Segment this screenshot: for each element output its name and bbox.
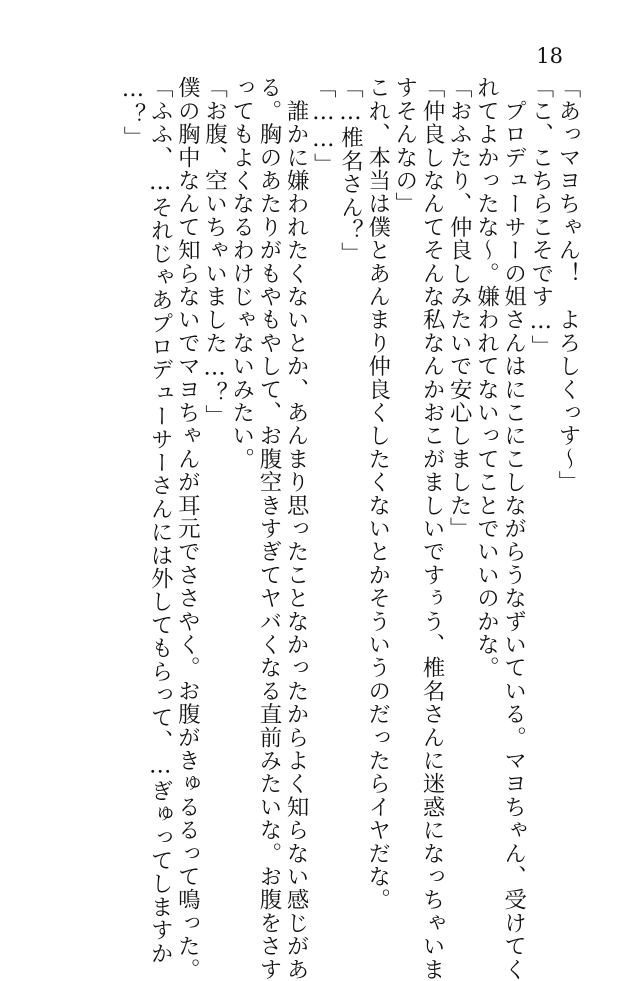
text-line: 「ふふ、…それじゃあプロデューサーさんには外してもらって、…ぎゅってしますか <box>147 76 174 965</box>
text-line: 「あっマヨちゃん！ よろしくっす〜」 <box>555 76 581 494</box>
text-line: ってもよくなるわけじゃないみたい。 <box>228 76 255 471</box>
text-line: れてよかったな〜。嫌われてないってことでいいのかな。 <box>473 76 500 680</box>
text-line: …？」 <box>120 76 146 150</box>
text-line: 「お腹、空いちゃいました…？」 <box>201 76 228 428</box>
text-line: 「……」 <box>310 76 337 176</box>
text-line: 誰かに嫌われたくないとか、あんまり思ったことなかったからよく知らない感じがあ <box>283 76 310 981</box>
text-line: 僕の胸中なんて知らないでマヨちゃんが耳元でささやく。お腹がきゅるるって鳴った。 <box>174 76 201 981</box>
text-line: すそんなの」 <box>391 76 418 216</box>
text-line: 「…椎名さん？」 <box>337 76 364 266</box>
text-line: 「こ、こちらこそです…」 <box>527 76 554 358</box>
vertical-text-body <box>49 76 581 981</box>
text-line: 「おふたり、仲良しみたいで安心しました」 <box>446 76 473 540</box>
text-line: これ、本当は僕とあんまり仲良くしたくないとかそういうのだったらイヤだな。 <box>364 76 391 912</box>
text-line: プロデューサーの姐さんはにこにこしながらうなずいている。マヨちゃん、受けてく <box>500 76 527 981</box>
page-number: 18 <box>536 44 563 68</box>
text-line: る。胸のあたりがもやもやして、お腹空きすぎてヤバくなる直前みたいな。お腹をさす <box>255 76 282 981</box>
text-line: 「仲良しなんてそんな私なんかおこがましいですぅう、椎名さんに迷惑になっちゃいま <box>419 76 446 981</box>
